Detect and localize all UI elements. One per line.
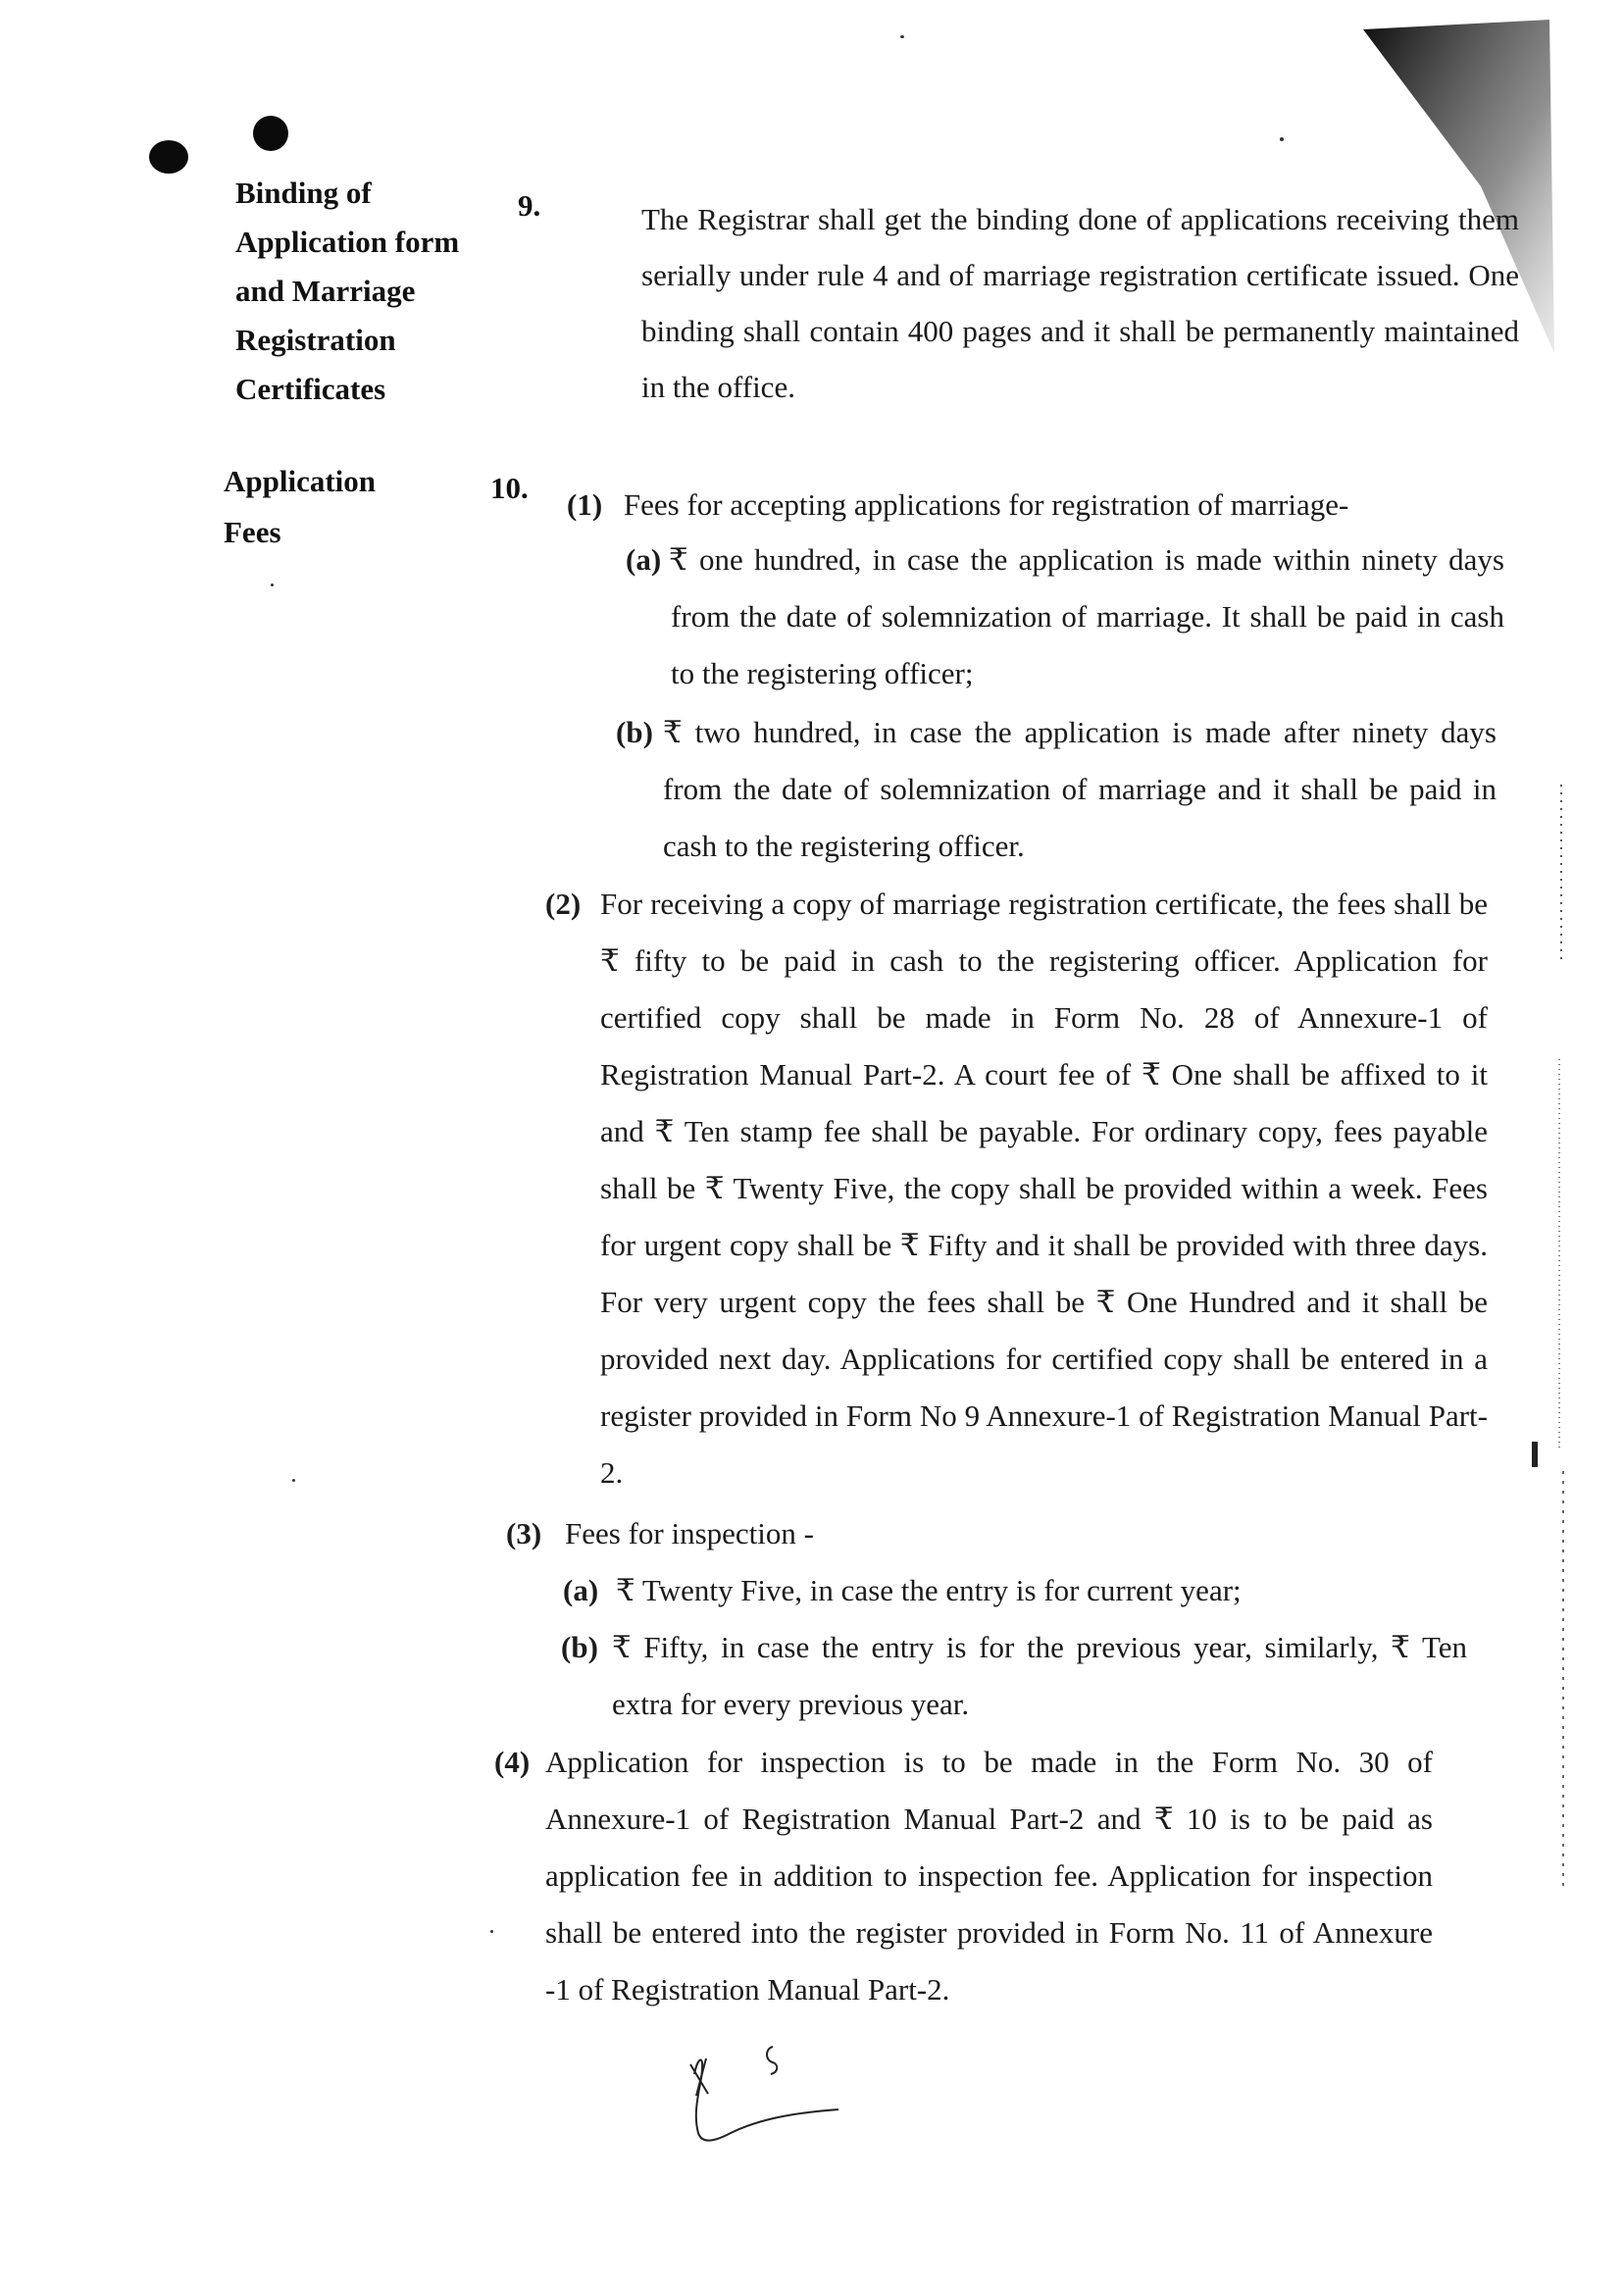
margin-note-binding: Binding of Application form and Marriage Registration Certificates (235, 176, 460, 406)
clause-4-text: Application for inspection is to be made in the Form No. 30 of Annexure-1 of Registration Manual Part-2 and ₹ 10 is to be paid as application fee in addition to inspection fee. Application for inspection shall be entered into the register provided in Form No. 11 of Annexure -1 of Registration Manual Part-2. (545, 1745, 1433, 2007)
clause-1b-text: ₹ two hundred, in case the application is made after ninety days from the date of solemnization of marriage and it shall be paid in cash to the registering officer. (663, 715, 1497, 863)
scan-speck (1280, 137, 1284, 141)
section-9-text: The Registrar shall get the binding done of applications receiving them serially under rule 4 and of marriage registration certificate issued. One binding shall contain 400 pages and it shall be permanently maintained in the office. (641, 202, 1519, 404)
clause-3-label: (3) (506, 1516, 542, 1550)
clause-3a-text: ₹ Twenty Five, in case the entry is for current year; (616, 1573, 1242, 1607)
clause-2-label: (2) (545, 887, 582, 921)
clause-4-label: (4) (494, 1745, 531, 1779)
clause-1-text: Fees for accepting applications for registration of marriage- (623, 487, 1349, 522)
scan-speck (490, 1930, 493, 1933)
punch-hole-mark (149, 140, 188, 174)
scan-speck (900, 35, 904, 38)
clause-1-label: (1) (567, 487, 603, 522)
scan-edge-noise (1530, 765, 1569, 1922)
clause-2-text: For receiving a copy of marriage registration certificate, the fees shall be ₹ fifty to be paid in cash to the registering officer. Application for certified copy shall be made in Form No. 28 of Annexure-1 of Registration Manual Part-2. A court fee of ₹ One shall be affixed to it and ₹ Ten stamp fee shall be payable. For ordinary copy, fees payable shall be ₹ Twenty Five, the copy shall be provided within a week. Fees for urgent copy shall be ₹ Fifty and it shall be provided with three days. For very urgent copy the fees shall be ₹ One Hundred and it shall be provided next day. Applications for certified copy shall be entered in a register provided in Form No 9 Annexure-1 of Registration Manual Part-2. (600, 887, 1488, 1490)
handwritten-signature (677, 2035, 873, 2162)
clause-3b-text: ₹ Fifty, in case the entry is for the previous year, similarly, ₹ Ten extra for every previous year. (612, 1630, 1467, 1721)
scan-speck (292, 1479, 295, 1482)
section-10-number: 10. (490, 471, 529, 505)
margin-note-application-fees: Application Fees (224, 464, 377, 549)
scan-speck (271, 584, 274, 586)
clause-1a-text: ₹ one hundred, in case the application is made within ninety days from the date of solemnization of marriage. It shall be paid in cash to the registering officer; (669, 542, 1504, 690)
clause-3-text: Fees for inspection - (565, 1516, 814, 1550)
section-9-number: 9. (518, 188, 541, 223)
clause-1a-label: (a) (626, 542, 662, 577)
clause-1b-label: (b) (616, 715, 653, 749)
clause-1 (567, 477, 1489, 533)
punch-hole-mark (253, 116, 288, 151)
clause-3b-label: (b) (561, 1630, 598, 1664)
clause-3a-label: (a) (563, 1573, 599, 1607)
